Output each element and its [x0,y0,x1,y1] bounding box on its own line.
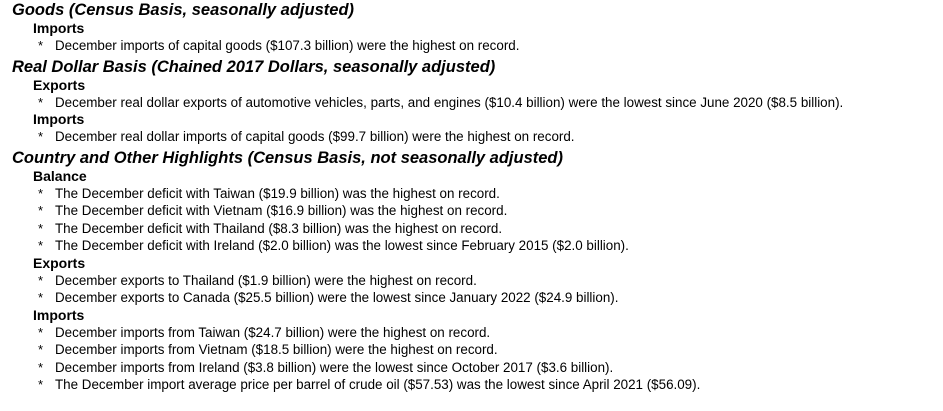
bullet-star: * [38,185,44,201]
list-item [38,376,943,394]
bullet-star: * [38,94,44,110]
group-label-exports: Exports [33,76,86,93]
list-item-text: December exports to Canada ($25.5 billion) were the lowest since January 2022 ($24.9 billion). [55,290,619,305]
list-item-text: December exports to Thailand ($1.9 billion) were the highest on record. [55,272,477,288]
list-item [38,202,943,220]
bullet-star: * [38,38,44,53]
bullet-star: * [38,377,44,392]
list-item-text: December real dollar exports of automotive vehicles, parts, and engines ($10.4 billion) were the lowest since June 2020 ($8.5 billion). [55,94,844,110]
list-item [38,237,943,255]
bullet-star: * [38,238,44,253]
bullet-star: * [38,359,44,375]
bullet-list [12,37,943,55]
list-item-text: December imports of capital goods ($107.3 billion) were the highest on record. [55,38,520,53]
bullet-star: * [38,290,44,305]
section-title: Goods (Census Basis, seasonally adjusted) [12,1,355,19]
list-item [38,272,943,290]
list-item [38,37,943,55]
list-item [38,359,943,377]
section-title: Country and Other Highlights (Census Basis, not seasonally adjusted) [12,148,564,167]
list-item [38,185,943,203]
group-label-exports: Exports [33,254,86,271]
bullet-list [12,128,943,146]
list-item [38,341,943,359]
bullet-list [12,185,943,255]
bullet-list [12,324,943,394]
list-item [38,128,943,146]
bullet-star: * [38,324,44,340]
list-item-text: The December import average price per barrel of crude oil ($57.53) was the lowest since April 2021 ($56.09). [55,377,701,392]
list-item-text: December imports from Vietnam ($18.5 billion) were the highest on record. [55,342,498,357]
section-country-highlights [12,148,943,394]
list-item-text: December imports from Ireland ($3.8 billion) were the lowest since October 2017 ($3.6 billion). [55,359,614,375]
list-item-text: The December deficit with Thailand ($8.3 billion) was the highest on record. [55,220,503,236]
list-item-text: The December deficit with Vietnam ($16.9 billion) was the highest on record. [55,203,508,218]
list-item-text: December imports from Taiwan ($24.7 billion) were the highest on record. [55,324,491,340]
list-item [38,289,943,307]
bullet-list [12,94,943,112]
group-label-imports: Imports [33,306,85,323]
list-item-text: The December deficit with Taiwan ($19.9 billion) was the highest on record. [55,185,500,201]
list-item-text: December real dollar imports of capital goods ($99.7 billion) were the highest on record. [55,129,575,144]
group-label-balance: Balance [33,167,87,184]
section-title: Real Dollar Basis (Chained 2017 Dollars, seasonally adjusted) [12,57,496,76]
bullet-star: * [38,342,44,357]
bullet-star: * [38,129,44,144]
section-goods [12,0,943,55]
list-item [38,94,943,112]
list-item [38,324,943,342]
list-item [38,220,943,238]
group-label-imports: Imports [33,20,85,36]
bullet-star: * [38,272,44,288]
bullet-list [12,272,943,307]
bullet-star: * [38,203,44,218]
bullet-star: * [38,220,44,236]
list-item-text: The December deficit with Ireland ($2.0 billion) was the lowest since February 2015 ($2.0 billion). [55,238,629,253]
section-real-dollar [12,57,943,146]
group-label-imports: Imports [33,111,85,127]
